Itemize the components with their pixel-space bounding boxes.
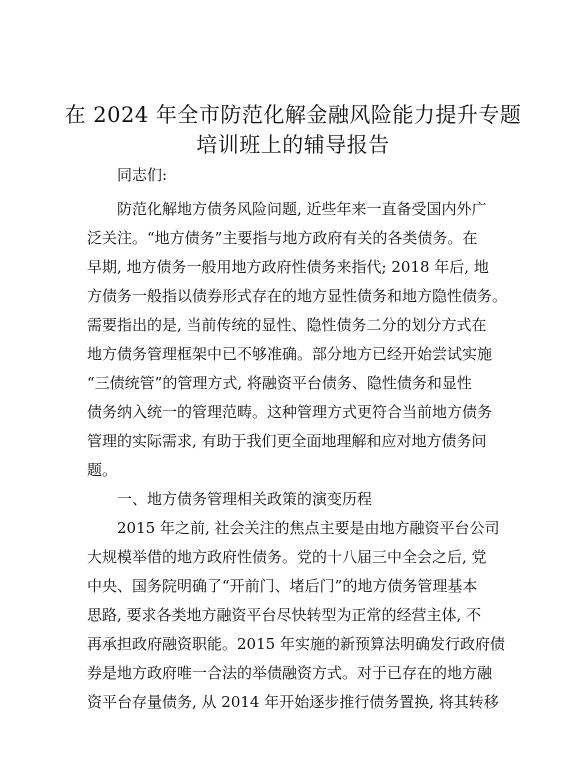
paragraph-1-line: 管理的实际需求, 有助于我们更全面地理解和应对地方债务问	[87, 432, 487, 450]
paragraph-2-line: 2015 年之前, 社会关注的焦点主要是由地方融资平台公司	[117, 519, 500, 537]
paragraph-1-line: 题。	[87, 461, 118, 479]
paragraph-1-line: 债务纳入统一的管理范畴。这种管理方式更符合当前地方债务	[87, 403, 493, 421]
paragraph-2-line: 中央、国务院明确了“开前门、堵后门”的地方债务管理基本	[87, 577, 478, 595]
salutation: 同志们:	[117, 166, 168, 184]
document-title-line-1: 在 2024 年全市防范化解金融风险能力提升专题	[64, 103, 522, 127]
paragraph-2-line: 券是地方政府唯一合法的举债融资方式。对于已存在的地方融	[87, 664, 493, 682]
paragraph-1-line: 方债务一般指以债券形式存在的地方显性债务和地方隐性债务。	[87, 287, 508, 305]
paragraph-2-line: 资平台存量债务, 从 2014 年开始逐步推行债务置换, 将其转移	[87, 693, 499, 711]
paragraph-2-line: 大规模举借的地方政府性债务。党的十八届三中全会之后, 党	[87, 548, 487, 566]
paragraph-2-line: 思路, 要求各类地方融资平台尽快转型为正常的经营主体, 不	[87, 606, 482, 624]
document-title-line-2: 培训班上的辅导报告	[196, 133, 390, 157]
paragraph-1-line: “三债统管”的管理方式, 将融资平台债务、隐性债务和显性	[87, 374, 472, 392]
section-1-heading: 一、地方债务管理相关政策的演变历程	[117, 490, 373, 508]
paragraph-1-line: 早期, 地方债务一般用地方政府性债务来指代; 2018 年后, 地	[87, 258, 489, 276]
paragraph-1-line: 需要指出的是, 当前传统的显性、隐性债务二分的划分方式在	[87, 316, 487, 334]
paragraph-2-line: 再承担政府融资职能。2015 年实施的新预算法明确发行政府债	[87, 635, 505, 653]
paragraph-1-line: 地方债务管理框架中已不够准确。部分地方已经开始尝试实施	[87, 345, 493, 363]
paragraph-1-line: 防范化解地方债务风险问题, 近些年来一直备受国内外广	[117, 200, 487, 218]
paragraph-1-line: 泛关注。“地方债务”主要指与地方政府有关的各类债务。在	[87, 229, 478, 247]
